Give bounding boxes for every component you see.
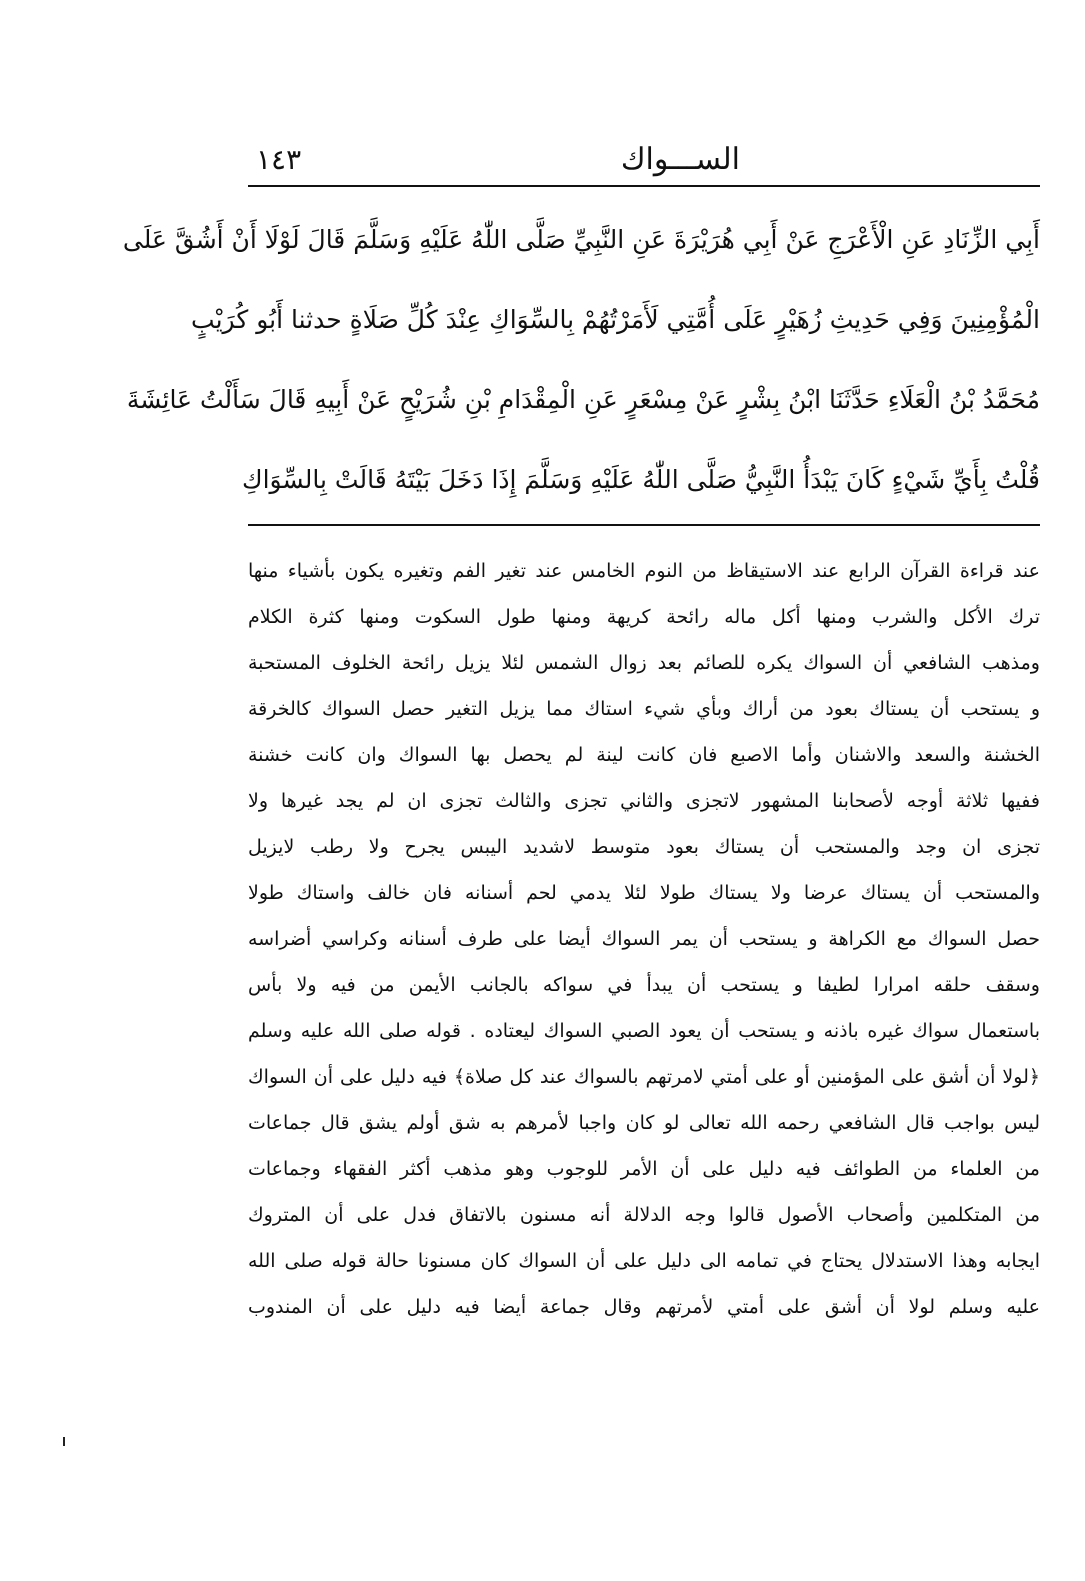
page-header (248, 140, 1040, 184)
commentary-line: عليه وسلم لولا أن أشق على أمتي لأمرتهم وقال جماعة أيضا فيه دليل على أن المندوب (248, 1296, 1040, 1318)
commentary-line: ترك الأكل والشرب ومنها أكل ماله رائحة كريهة ومنها طول السكوت ومنها كثرة الكلام (248, 606, 1040, 628)
commentary-line: عند قراءة القرآن الرابع عند الاستيقاظ من النوم الخامس عند تغير الفم وتغيره يكون بأشياء منها (248, 560, 1040, 582)
section-divider (248, 524, 1040, 526)
commentary-line: ليس بواجب قال الشافعي رحمه الله تعالى لو كان واجبا لأمرهم به شق أولم يشق قال جماعات (248, 1112, 1040, 1134)
commentary-line: من العلماء من الطوائف فيه دليل على أن الأمر للوجوب وهو مذهب أكثر الفقهاء وجماعات (248, 1158, 1040, 1180)
commentary-line: والمستحب أن يستاك عرضا ولا يستاك طولا لئلا يدمي لحم أسنانه فان خالف واستاك طولا (248, 882, 1040, 904)
hadith-line: مُحَمَّدُ بْنُ الْعَلَاءِ حَدَّثَنَا ابْنُ بِشْرٍ عَنْ مِسْعَرٍ عَنِ الْمِقْدَامِ بْنِ شُرَيْحٍ عَنْ أَبِيهِ قَالَ سَأَلْتُ عَائِشَةَ (126, 385, 1040, 414)
commentary-line: الخشنة والسعد والاشنان وأما الاصبع فان كانت لينة لم يحصل بها السواك وان كانت خشنة (248, 744, 1040, 766)
commentary-line: ايجابه وهذا الاستدلال يحتاج في تمامه الى دليل على أن السواك كان مسنونا حالة قوله صلى الله (248, 1250, 1040, 1272)
commentary-text-block (248, 548, 1040, 1330)
commentary-line: من المتكلمين وأصحاب الأصول قالوا وجه الدلالة أنه مسنون بالاتفاق فدل على أن المتروك (248, 1204, 1040, 1226)
commentary-line: ﴿لولا أن أشق على المؤمنين أو على أمتي لامرتهم بالسواك عند كل صلاة﴾ فيه دليل على أن السواك (248, 1066, 1040, 1088)
commentary-line: حصل السواك مع الكراهة و يستحب أن يمر السواك أيضا على طرف أسنانه وكراسي أضراسه (248, 928, 1040, 950)
scan-mark (63, 1437, 65, 1446)
hadith-line: أَبِي الزِّنَادِ عَنِ الْأَعْرَجِ عَنْ أَبِي هُرَيْرَةَ عَنِ النَّبِيِّ صَلَّى اللّٰهُ عَلَيْهِ وَسَلَّمَ قَالَ لَوْلَا أَنْ أَشُقَّ عَلَى (122, 225, 1040, 254)
header-divider (248, 185, 1040, 187)
commentary-line: باستعمال سواك غيره باذنه و يستحب أن يعود الصبي السواك ليعتاده . قوله صلى الله عليه وسلم (248, 1020, 1040, 1042)
commentary-line: ومذهب الشافعي أن السواك يكره للصائم بعد زوال الشمس لئلا يزيل رائحة الخلوف المستحبة (248, 652, 1040, 674)
commentary-line: و يستحب أن يستاك بعود من أراك وبأي شيء استاك مما يزيل التغير حصل السواك كالخرقة (248, 698, 1040, 720)
page-number: ١٤٣ (256, 143, 302, 176)
commentary-line: ففيها ثلاثة أوجه لأصحابنا المشهور لاتجزى والثاني تجزى والثالث تجزى ان لم يجد غيرها ولا (248, 790, 1040, 812)
commentary-line: تجزى ان وجد والمستحب أن يستاك بعود متوسط لاشديد اليبس يجرح ولا رطب لايزيل (248, 836, 1040, 858)
page-title: الســـواك (620, 142, 740, 177)
hadith-line: قُلْتُ بِأَيِّ شَيْءٍ كَانَ يَبْدَأُ النَّبِيُّ صَلَّى اللّٰهُ عَلَيْهِ وَسَلَّمَ إِذَا دَخَلَ بَيْتَهُ قَالَتْ بِالسِّوَاكِ (242, 465, 1040, 494)
commentary-line: وسقف حلقه امرارا لطيفا و يستحب أن يبدأ في سواكه بالجانب الأيمن من فيه ولا بأس (248, 974, 1040, 996)
hadith-line: الْمُؤْمِنِينَ وَفِي حَدِيثِ زُهَيْرٍ عَلَى أُمَّتِي لَأَمَرْتُهُمْ بِالسِّوَاكِ عِنْدَ كُلِّ صَلَاةٍ حدثنا أَبُو كُرَيْبٍ (191, 305, 1040, 334)
hadith-text-block (122, 200, 1040, 520)
